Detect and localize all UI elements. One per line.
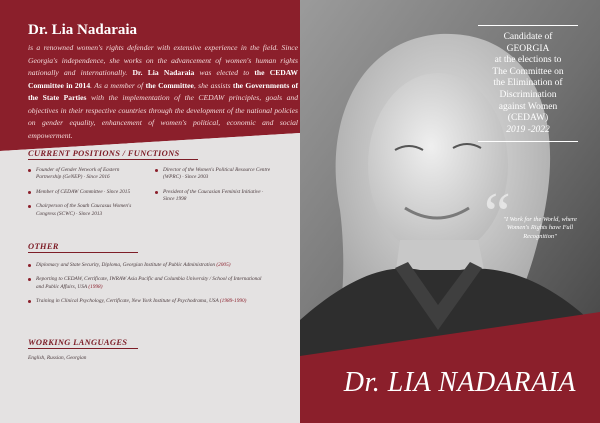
candidate-term: 2019 -2022	[506, 124, 550, 135]
candidate-line: GEORGIA	[506, 43, 550, 54]
other-list	[28, 262, 268, 313]
quote-text: "I Work for the World, where Women's Rights have Full Recognition"	[503, 216, 577, 240]
list-item	[155, 189, 273, 204]
list-item-year: (2005)	[216, 262, 231, 268]
list-item	[28, 189, 146, 196]
quote-mark-icon: “	[484, 181, 511, 247]
candidate-line: The Committee on	[492, 66, 564, 77]
bio-text-part: was elected to	[199, 68, 250, 77]
list-item	[28, 167, 146, 182]
list-item-text: Training in Clinical Psychology, Certificate, New York Institute of Psychodrama, USA	[36, 298, 219, 305]
bio-emphasis: Dr. Lia Nadaraia	[132, 68, 195, 77]
current-positions-left	[28, 167, 146, 225]
bullet-dot-icon	[28, 300, 31, 303]
candidate-line: (CEDAW)	[507, 113, 549, 124]
list-item-text: Director of the Women's Political Resource Centre (WPRC) · Since 2003	[163, 167, 271, 181]
section-heading-other: OTHER	[28, 241, 59, 251]
list-item-text: Member of CEDAW Committee · Since 2015	[36, 188, 131, 195]
candidate-line: the Elimination of	[493, 78, 563, 89]
list-item-text: President of the Caucasian Feminist Initiative · Since 1998	[163, 188, 264, 203]
bio-text-part: . As a member of	[90, 80, 144, 90]
list-item	[28, 298, 268, 305]
section-heading-current-positions: CURRENT POSITIONS / FUNCTIONS	[28, 148, 180, 158]
candidate-line: Candidate of	[503, 32, 553, 42]
bullet-dot-icon	[155, 169, 158, 172]
bullet-dot-icon	[28, 264, 31, 267]
list-item-year: (1998)	[88, 283, 103, 290]
list-item-text: Diplomacy and State Security, Diploma, Georgian Institute of Public Administration	[36, 262, 216, 268]
list-item-year: (1989-1990)	[219, 298, 247, 305]
candidate-line: against Women	[498, 101, 558, 112]
bio-emphasis: the Committee	[145, 80, 194, 90]
bullet-dot-icon	[28, 278, 31, 281]
bio-text-part: is a renowned women's rights defender with extensive experience in the field. Since Georgia's independence, she works on the advancement of women's human rights nationally and internationally.	[28, 43, 298, 77]
list-item	[155, 167, 273, 182]
bio-emphasis: the Governments of the State Parties	[28, 80, 298, 102]
bullet-dot-icon	[28, 191, 31, 194]
list-item	[28, 276, 268, 291]
footer-name: Dr. LIA NADARAIA	[343, 367, 576, 398]
current-positions-right	[155, 167, 273, 211]
bullet-dot-icon	[28, 205, 31, 208]
bio-title: Dr. Lia Nadaraia	[28, 22, 138, 38]
section-heading-working-languages: WORKING LANGUAGES	[28, 337, 128, 347]
working-languages-value: English, Russian, Georgian	[28, 355, 87, 361]
list-item-text: Founder of Gender Network of Eastern Partnership (GeNEP) · Since 2016	[36, 167, 120, 181]
section-divider	[28, 252, 138, 253]
list-item-text: Reporting to CEDAW, Certificate, IWRAW Asia Pacific and Columbia University / School of International and Public Affairs, USA	[36, 276, 262, 290]
list-item	[28, 203, 146, 218]
candidate-statement	[478, 32, 578, 136]
candidate-bottom-rule	[478, 141, 578, 142]
list-item	[28, 262, 268, 269]
candidate-line: Discrimination	[499, 89, 557, 100]
bullet-dot-icon	[28, 169, 31, 172]
bio-text-part: , she assists	[193, 80, 231, 90]
candidate-top-rule	[478, 25, 578, 26]
bio-emphasis: the CEDAW Committee in 2014	[28, 68, 298, 90]
section-divider	[28, 159, 198, 160]
list-item-text: Chairperson of the South Caucasus Women's Congress (SCWC) · Since 2013	[36, 203, 132, 217]
section-divider	[28, 348, 138, 349]
bio-text-part: with the implementation of the CEDAW principles, goals and objectives in their respective countries through the development of the national policies on gender equality, enhancement of women's political, economic and social empowerment.	[28, 93, 299, 140]
bio-text	[28, 42, 298, 142]
candidate-line: at the elections to	[494, 55, 562, 66]
bullet-dot-icon	[155, 191, 158, 194]
